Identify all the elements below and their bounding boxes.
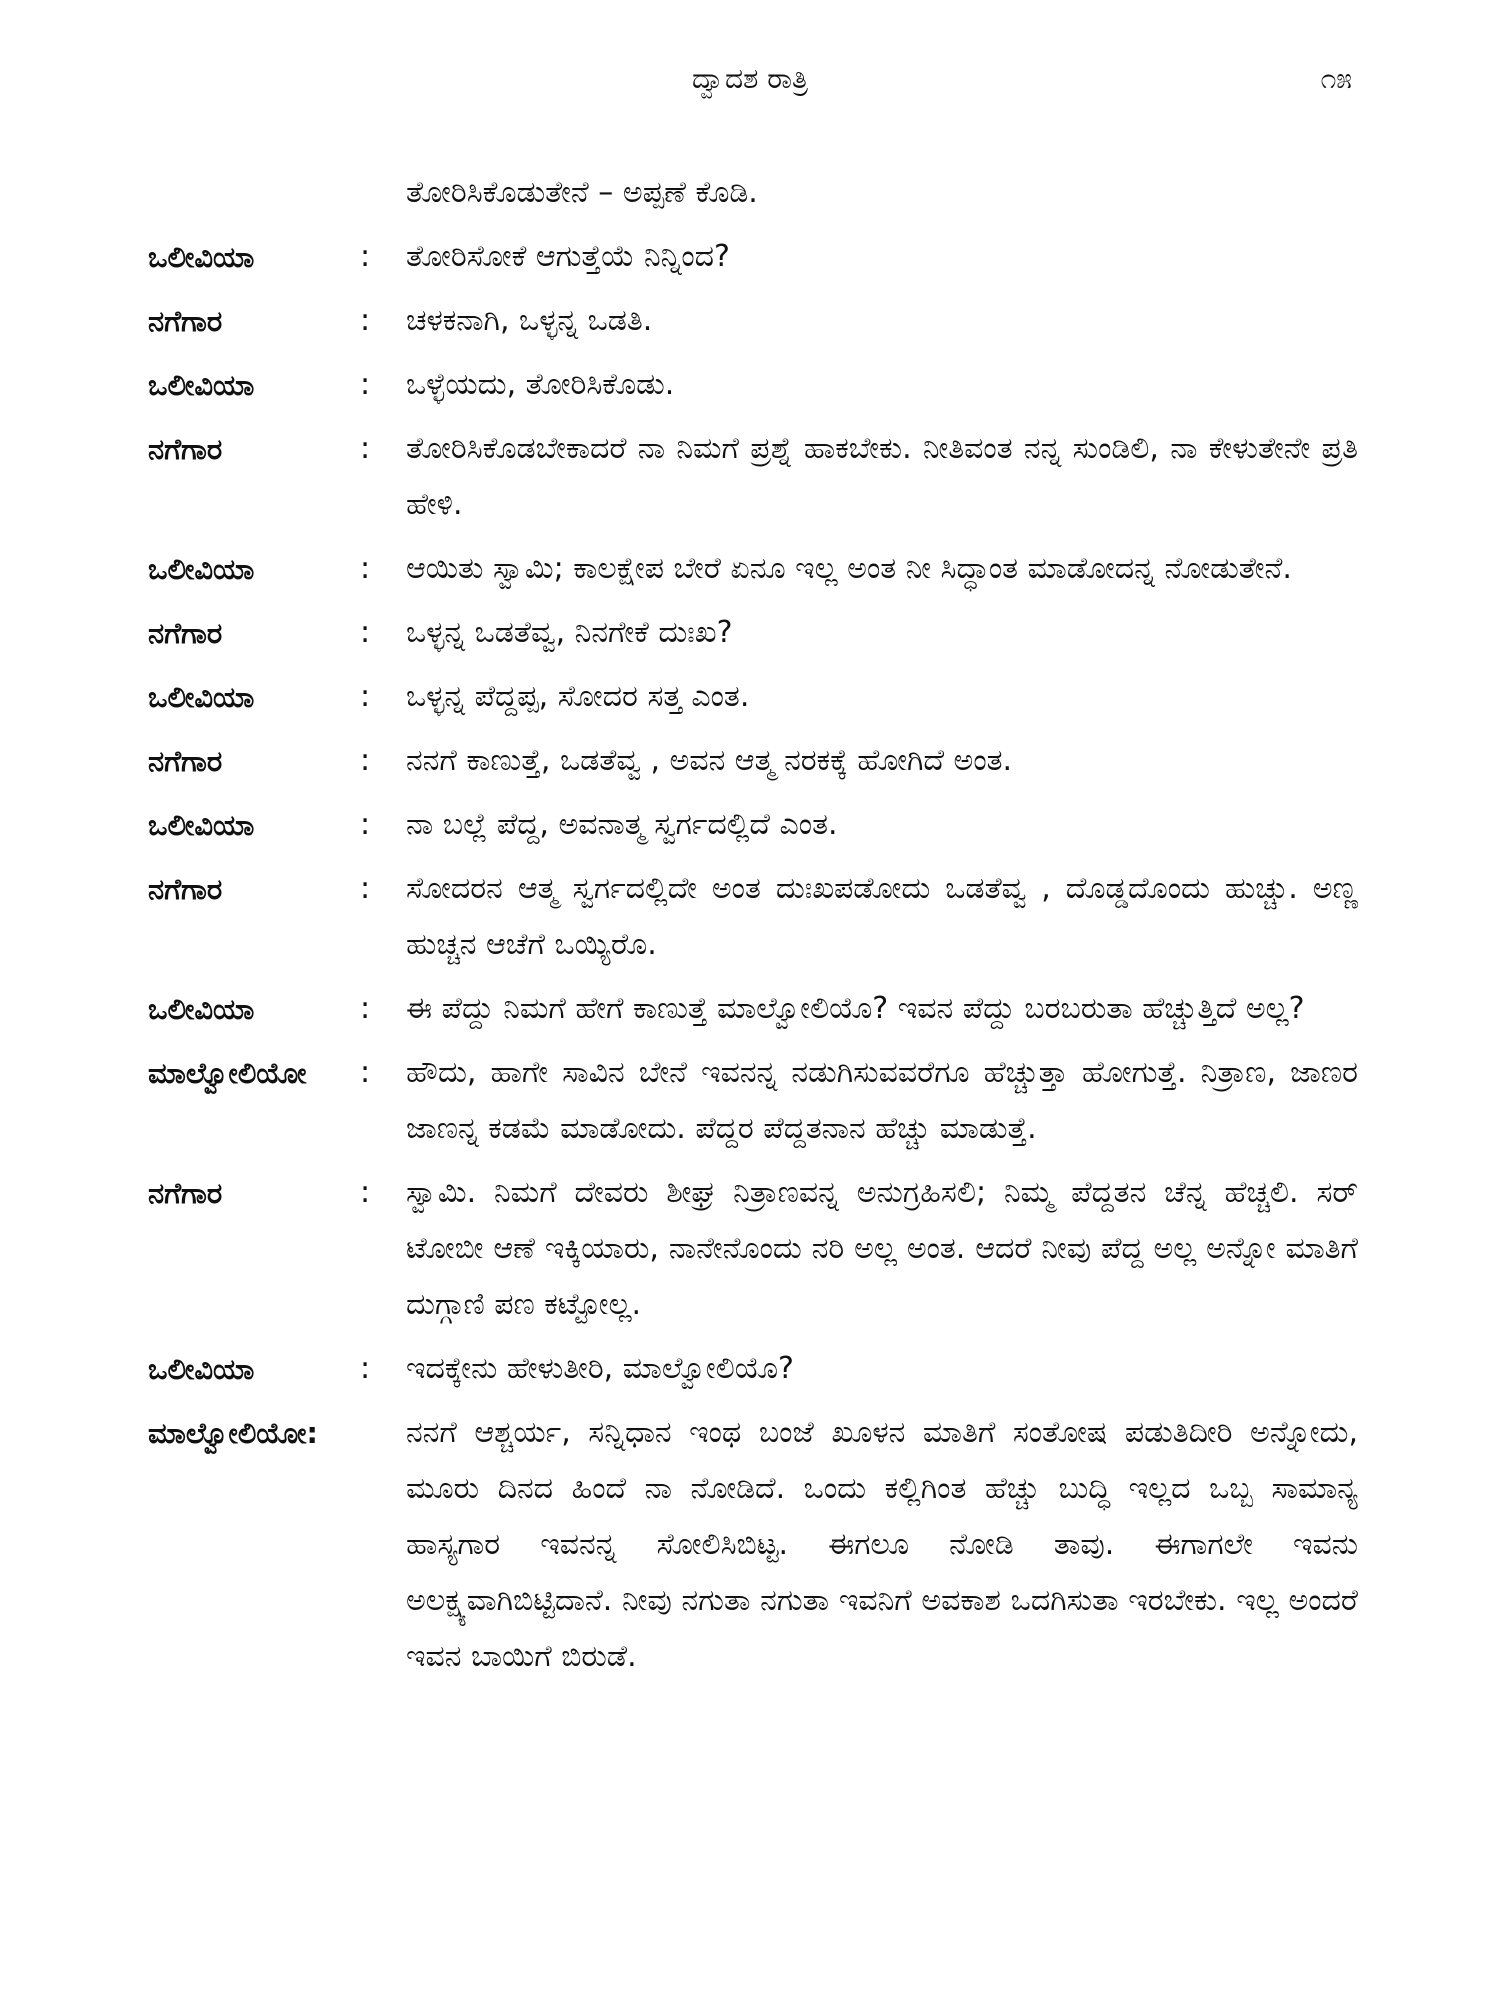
speaker-colon: : bbox=[360, 367, 371, 402]
speaker-name: ಒಲೀವಿಯಾ bbox=[148, 680, 255, 714]
speech-text: ಸೋದರನ ಆತ್ಮ ಸ್ವರ್ಗದಲ್ಲಿದೇ ಅಂತ ದುಃಖಪಡೋದು ಒಡತೆವ್ವ , ದೊಡ್ಡದೊಂದು ಹುಚ್ಚು. ಅಣ್ಣ ಹುಚ್ಚನ ಆಚೆಗೆ ಒಯ್ಯಿರೊ. bbox=[406, 871, 1358, 962]
speech-text: ಚಳಕನಾಗಿ, ಒಳ್ಳನ್ನ ಒಡತಿ. bbox=[406, 303, 653, 338]
speaker-name: ಒಲೀವಿಯಾ bbox=[148, 368, 255, 402]
speech-text: ನನಗೆ ಕಾಣುತ್ತೆ, ಒಡತೆವ್ವ , ಅವನ ಆತ್ಮ ನರಕಕ್ಕೆ ಹೋಗಿದೆ ಅಂತ. bbox=[406, 743, 1013, 778]
speaker-name: ಮಾಲ್ವೋಲಿಯೋ: bbox=[148, 1416, 319, 1450]
speaker-name: ನಗೆಗಾರ bbox=[148, 432, 223, 466]
speech-text: ನನಗೆ ಆಶ್ಚರ್ಯ, ಸನ್ನಿಧಾನ ಇಂಥ ಬಂಜೆ ಖೂಳನ ಮಾತಿಗೆ ಸಂತೋಷ ಪಡುತಿದೀರಿ ಅನ್ನೋದು, ಮೂರು ದಿನದ ಹಿಂದೆ ನಾ ನೋಡಿದೆ. ಒಂದು ಕಲ್ಲಿಗಿಂತ ಹೆಚ್ಚು ಬುದ್ಧಿ ಇಲ್ಲದ ಒಬ್ಬ ಸಾಮಾನ್ಯ ಹಾಸ್ಯಗಾರ ಇವನನ್ನ ಸೋಲಿಸಿಬಿಟ್ಟ. ಈಗಲೂ ನೋಡಿ ತಾವು. ಈಗಾಗಲೇ ಇವನು ಅಲಕ್ಷ್ಯವಾಗಿಬಿಟ್ಟಿದಾನೆ. ನೀವು ನಗುತಾ ನಗುತಾ ಇವನಿಗೆ ಅವಕಾಶ ಒದಗಿಸುತಾ ಇರಬೇಕು. ಇಲ್ಲ ಅಂದರೆ ಇವನ ಬಾಯಿಗೆ ಬಿರುಡೆ. bbox=[406, 1415, 1358, 1674]
speaker-colon: : bbox=[360, 991, 371, 1026]
speaker-name: ಒಲೀವಿಯಾ bbox=[148, 992, 255, 1026]
speech-text: ಈ ಪೆದ್ದು ನಿಮಗೆ ಹೇಗೆ ಕಾಣುತ್ತೆ ಮಾಲ್ವೋಲಿಯೊ? ಇವನ ಪೆದ್ದು ಬರಬರುತಾ ಹೆಚ್ಚುತ್ತಿದೆ ಅಲ್ಲ? bbox=[406, 991, 1305, 1026]
dialogue-entry bbox=[148, 1045, 1358, 1157]
speaker-colon: : bbox=[360, 239, 371, 274]
dialogue-entry bbox=[148, 229, 1358, 285]
dialogue-entry bbox=[148, 733, 1358, 789]
page-body bbox=[148, 165, 1358, 1693]
speaker-colon: : bbox=[360, 303, 371, 338]
speaker-colon: : bbox=[360, 743, 371, 778]
dialogue-entry bbox=[148, 797, 1358, 853]
speaker-name: ನಗೆಗಾರ bbox=[148, 872, 223, 906]
dialogue-entry bbox=[148, 669, 1358, 725]
speaker-name: ಒಲೀವಿಯಾ bbox=[148, 240, 255, 274]
dialogue-entry bbox=[148, 1341, 1358, 1397]
page-header bbox=[0, 62, 1500, 112]
dialogue-entry bbox=[148, 1405, 1358, 1685]
dialogue-entry bbox=[148, 357, 1358, 413]
dialogue-entry bbox=[148, 541, 1358, 597]
speaker-colon: : bbox=[360, 431, 371, 466]
speech-text: ಒಳ್ಳೆಯದು, ತೋರಿಸಿಕೊಡು. bbox=[406, 367, 675, 402]
dialogue-entry bbox=[148, 605, 1358, 661]
speaker-name: ನಗೆಗಾರ bbox=[148, 616, 223, 650]
speaker-colon: : bbox=[360, 615, 371, 650]
speech-text: ಸ್ವಾಮಿ. ನಿಮಗೆ ದೇವರು ಶೀಘ್ರ ನಿತ್ರಾಣವನ್ನ ಅನುಗ್ರಹಿಸಲಿ; ನಿಮ್ಮ ಪೆದ್ದತನ ಚೆನ್ನ ಹೆಚ್ಚಲಿ. ಸರ್ ಟೋಬೀ ಆಣೆ ಇಕ್ಕಿಯಾರು, ನಾನೇನೊಂದು ನರಿ ಅಲ್ಲ ಅಂತ. ಆದರೆ ನೀವು ಪೆದ್ದ ಅಲ್ಲ ಅನ್ನೋ ಮಾತಿಗೆ ದುಗ್ಗಾಣಿ ಪಣ ಕಟ್ಟೋಲ್ಲ. bbox=[406, 1175, 1358, 1322]
speaker-colon: : bbox=[360, 1175, 371, 1210]
speaker-name: ಒಲೀವಿಯಾ bbox=[148, 1352, 255, 1386]
speaker-colon: : bbox=[360, 871, 371, 906]
page-number: ೧೫ bbox=[1320, 62, 1352, 95]
speech-text: ನಾ ಬಲ್ಲೆ ಪೆದ್ದ, ಅವನಾತ್ಮ ಸ್ವರ್ಗದಲ್ಲಿದೆ ಎಂತ. bbox=[406, 807, 838, 842]
dialogue-entry bbox=[148, 981, 1358, 1037]
speaker-colon: : bbox=[360, 679, 371, 714]
speaker-name: ನಗೆಗಾರ bbox=[148, 744, 223, 778]
dialogue-entry bbox=[148, 293, 1358, 349]
speaker-name: ಮಾಲ್ವೋಲಿಯೋ bbox=[148, 1056, 307, 1090]
speaker-name: ಒಲೀವಿಯಾ bbox=[148, 808, 255, 842]
speech-text: ಇದಕ್ಕೇನು ಹೇಳುತೀರಿ, ಮಾಲ್ವೋಲಿಯೊ? bbox=[406, 1351, 794, 1386]
speech-text: ತೋರಿಸಿಕೊಡಬೇಕಾದರೆ ನಾ ನಿಮಗೆ ಪ್ರಶ್ನೆ ಹಾಕಬೇಕು. ನೀತಿವಂತ ನನ್ನ ಸುಂಡಿಲಿ, ನಾ ಕೇಳುತೇನೇ ಪ್ರತಿ ಹೇಳಿ. bbox=[406, 431, 1358, 522]
speaker-colon: : bbox=[360, 807, 371, 842]
speaker-name: ಒಲೀವಿಯಾ bbox=[148, 552, 255, 586]
dialogue-entry bbox=[148, 421, 1358, 533]
running-title: ದ್ವಾದಶ ರಾತ್ರಿ bbox=[691, 62, 809, 95]
speaker-colon: : bbox=[360, 1055, 371, 1090]
speech-text: ಹೌದು, ಹಾಗೇ ಸಾವಿನ ಬೇನೆ ಇವನನ್ನ ನಡುಗಿಸುವವರೆಗೂ ಹೆಚ್ಚುತ್ತಾ ಹೋಗುತ್ತೆ. ನಿತ್ರಾಣ, ಜಾಣರ ಜಾಣನ್ನ ಕಡಮೆ ಮಾಡೋದು. ಪೆದ್ದರ ಪೆದ್ದತನಾನ ಹೆಚ್ಚು ಮಾಡುತ್ತೆ. bbox=[406, 1055, 1358, 1146]
speech-text: ಒಳ್ಳನ್ನ ಪೆದ್ದಪ್ಪ, ಸೋದರ ಸತ್ತ ಎಂತ. bbox=[406, 679, 750, 714]
speech-text: ಆಯಿತು ಸ್ವಾಮಿ; ಕಾಲಕ್ಷೇಪ ಬೇರೆ ಏನೂ ಇಲ್ಲ ಅಂತ ನೀ ಸಿದ್ಧಾಂತ ಮಾಡೋದನ್ನ ನೋಡುತೇನೆ. bbox=[406, 551, 1292, 586]
continuation-line: ತೋರಿಸಿಕೊಡುತೇನೆ – ಅಪ್ಪಣೆ ಕೊಡಿ. bbox=[406, 175, 758, 210]
dialogue-entry bbox=[148, 1165, 1358, 1333]
speaker-name: ನಗೆಗಾರ bbox=[148, 1176, 223, 1210]
speech-text: ಒಳ್ಳನ್ನ ಒಡತೆವ್ವ, ನಿನಗೇಕೆ ದುಃಖ? bbox=[406, 615, 733, 650]
speaker-name: ನಗೆಗಾರ bbox=[148, 304, 223, 338]
dialogue-entry bbox=[148, 861, 1358, 973]
speaker-colon: : bbox=[360, 1351, 371, 1386]
speaker-colon: : bbox=[360, 551, 371, 586]
speech-text: ತೋರಿಸೋಕೆ ಆಗುತ್ತೆಯೆ ನಿನ್ನಿಂದ? bbox=[406, 239, 730, 274]
